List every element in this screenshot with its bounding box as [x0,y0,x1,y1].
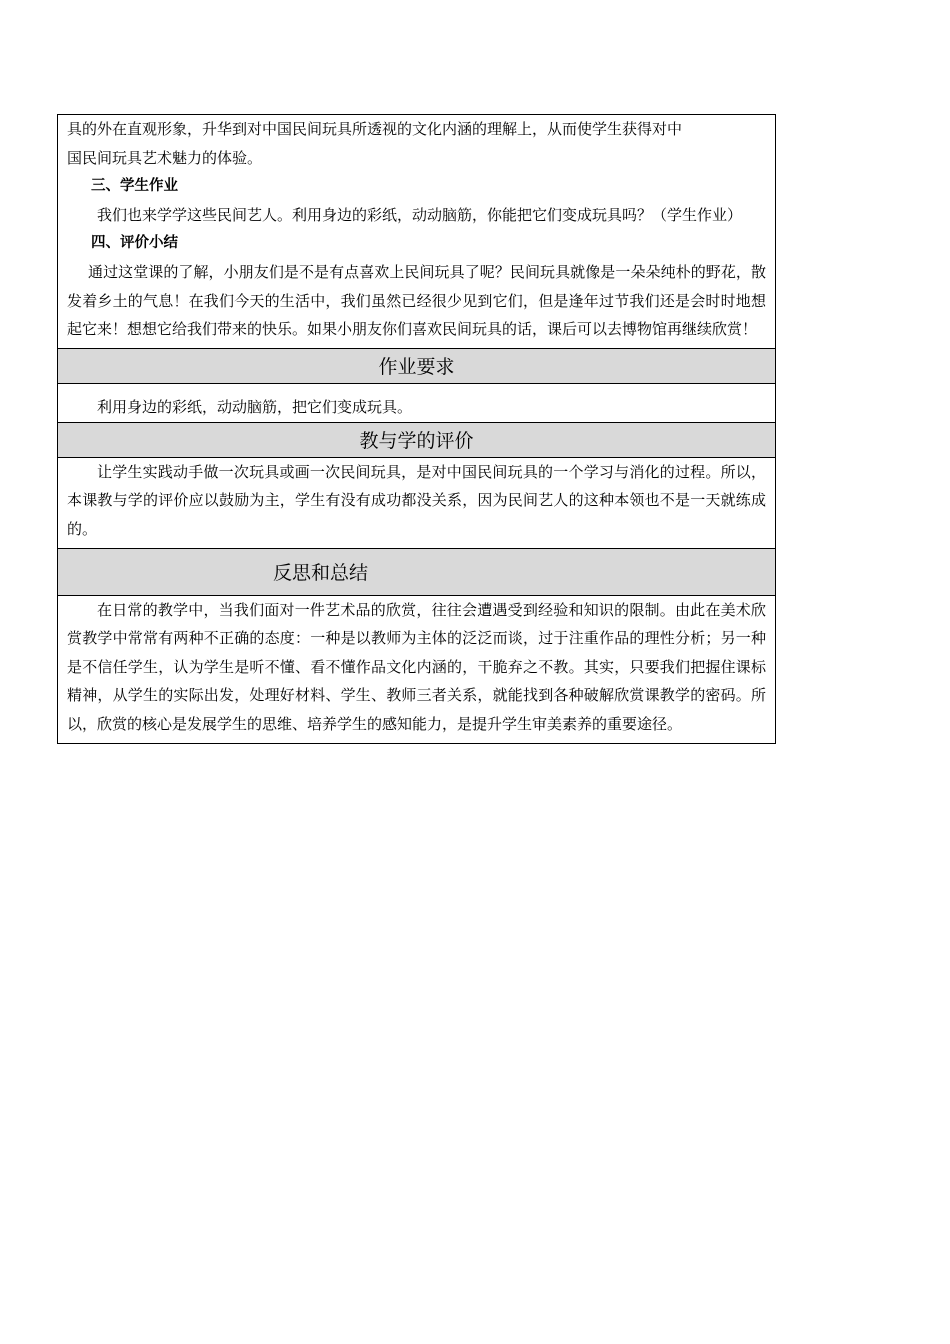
reflection-header-row [58,548,776,595]
evaluation-text: 让学生实践动手做一次玩具或画一次民间玩具，是对中国民间玩具的一个学习与消化的过程。所以，本课教与学的评价应以鼓励为主，学生有没有成功都没关系，因为民间艺人的这种本领也不是一天就练成的。 [67,462,766,538]
homework-cell [58,383,776,422]
evaluation-title: 教与学的评价 [359,430,474,453]
reflection-cell [58,595,776,743]
lesson-body-row [58,115,776,349]
homework-row [58,383,776,422]
reflection-title: 反思和总结 [273,562,369,585]
section-4-text: 通过这堂课的了解，小朋友们是不是有点喜欢上民间玩具了呢？民间玩具就像是一朵朵纯朴的野花，散发着乡土的气息！在我们今天的生活中，我们虽然已经很少见到它们，但是逢年过节我们还是会时时地想起它来！想想它给我们带来的快乐。如果小朋友你们喜欢民间玩具的话，课后可以去博物馆再继续欣赏！ [67,262,766,339]
homework-title: 作业要求 [378,356,455,379]
evaluation-header-row [58,422,776,457]
lesson-body-cell [58,115,776,349]
evaluation-cell [58,457,776,548]
lesson-plan-table [57,114,776,744]
intro-line-2: 国民间玩具艺术魅力的体验。 [67,148,263,167]
intro-line-1: 具的外在直观形象，升华到对中国民间玩具所透视的文化内涵的理解上，从而使学生获得对中 [67,120,683,138]
section-3-title: 三、学生作业 [91,178,178,195]
section-4-title: 四、评价小结 [91,235,178,252]
reflection-row [58,595,776,743]
evaluation-row [58,457,776,548]
homework-header-row [58,348,776,383]
section-3-text: 我们也来学学这些民间艺人。利用身边的彩纸，动动脑筋，你能把它们变成玩具吗？（学生作业） [97,205,743,224]
homework-text: 利用身边的彩纸，动动脑筋，把它们变成玩具。 [97,398,413,417]
reflection-text: 在日常的教学中，当我们面对一件艺术品的欣赏，往往会遭遇受到经验和知识的限制。由此在美术欣赏教学中常常有两种不正确的态度：一种是以教师为主体的泛泛而谈，过于注重作品的理性分析；另一种是不信任学生，认为学生是听不懂、看不懂作品文化内涵的，干脆弃之不教。其实，只要我们把握住课标精神，从学生的实际出发，处理好材料、学生、教师三者关系，就能找到各种破解欣赏课教学的密码。所以，欣赏的核心是发展学生的思维、培养学生的感知能力，是提升学生审美素养的重要途径。 [67,600,766,733]
